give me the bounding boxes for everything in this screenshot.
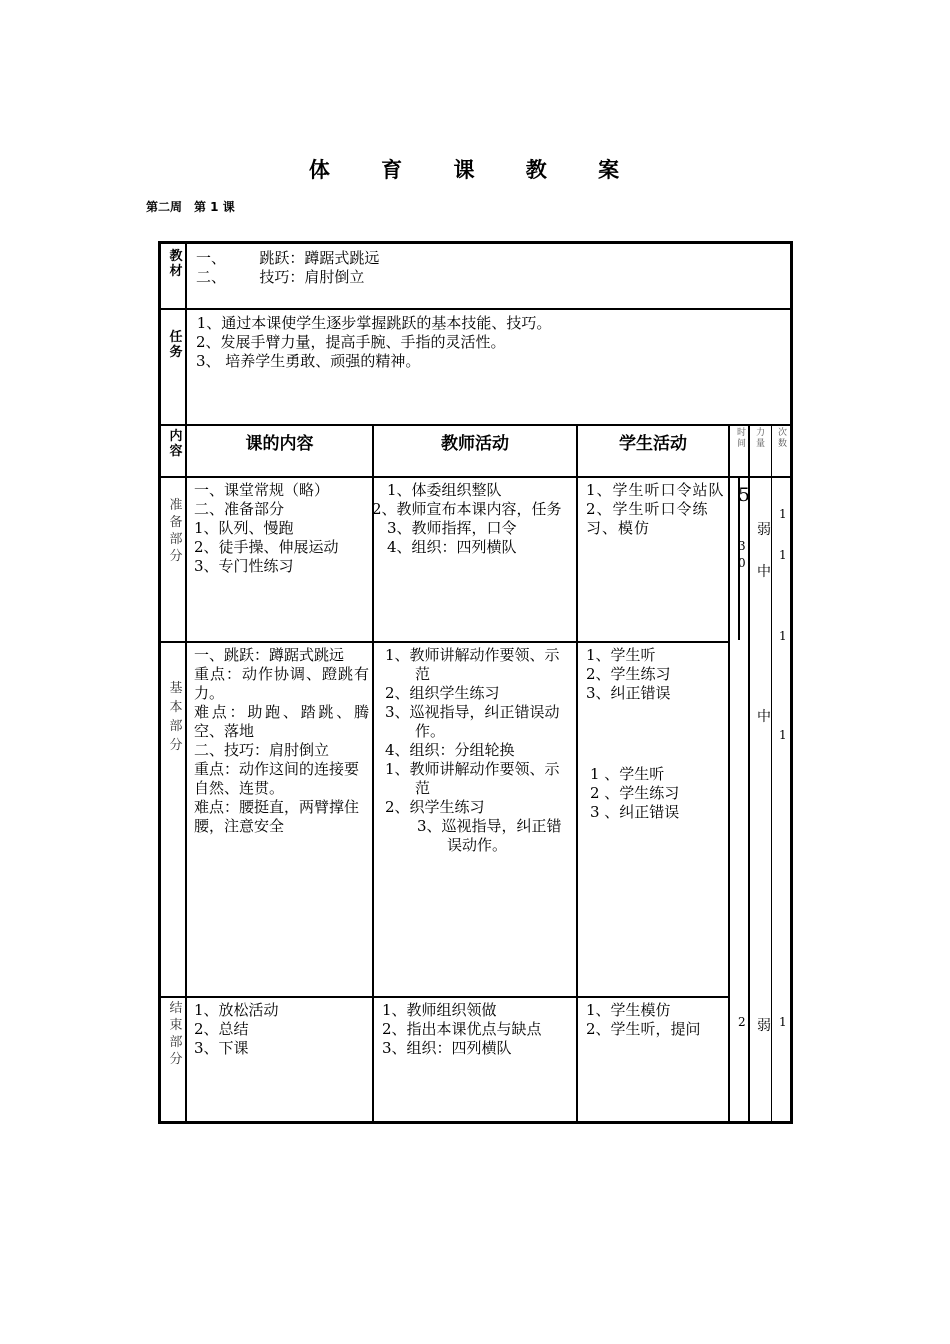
basic-teacher-line-4: 4、组织：分组轮换 xyxy=(385,741,515,759)
basic-label: 基本部分 xyxy=(169,681,183,753)
prep-time-b: 3 xyxy=(738,539,746,553)
content-column-divider xyxy=(372,425,374,1122)
basic-teacher-line-3: 3、巡视指导，纠正错误动作。 xyxy=(385,703,560,740)
basic-student-b-line-2: 2 、学生练习 xyxy=(590,784,680,802)
prep-time-a: 5 xyxy=(738,484,751,506)
materials-line-2: 二、 技巧：肩肘倒立 xyxy=(196,268,365,286)
end-content-line-2: 2、总结 xyxy=(194,1020,249,1038)
basic-teacher xyxy=(385,646,571,855)
student-column-divider xyxy=(728,425,730,1122)
end-content xyxy=(194,1001,369,1058)
col-teacher-header: 教师活动 xyxy=(441,434,509,454)
prep-student-line-2: 2、学生听口令练习、模仿 xyxy=(586,500,709,537)
prep-teacher xyxy=(372,481,569,557)
basic-student-a-line-1: 1、学生听 xyxy=(586,646,656,664)
teacher-column-divider xyxy=(576,425,578,1122)
prep-content xyxy=(194,481,369,576)
col-student-header: 学生活动 xyxy=(619,434,687,454)
content-label: 内容 xyxy=(169,429,183,459)
prep-content-line-2: 二、准备部分 xyxy=(194,500,285,518)
row-divider-header xyxy=(160,476,791,478)
prep-content-line-3: 1、队列、慢跑 xyxy=(194,519,294,537)
intensity-column-divider xyxy=(771,425,772,1122)
end-teacher xyxy=(382,1001,574,1058)
basic-student-b-line-1: 1 、学生听 xyxy=(590,765,665,783)
basic-student-a xyxy=(586,646,726,703)
end-label: 结束部分 xyxy=(169,1001,183,1067)
row-divider-materials xyxy=(160,308,791,310)
col-intensity-header: 力量 xyxy=(756,428,766,449)
end-student xyxy=(586,1001,726,1039)
basic-teacher-line-7: 3、巡视指导，纠正错误动作。 xyxy=(417,817,562,854)
basic-teacher-line-1: 1、教师讲解动作要领、示范 xyxy=(385,646,560,683)
basic-content xyxy=(194,646,369,836)
prep-count-b: 1 xyxy=(779,548,787,562)
prep-content-line-5: 3、专门性练习 xyxy=(194,557,294,575)
prep-label: 准备部分 xyxy=(169,498,183,564)
basic-student-a-line-3: 3、纠正错误 xyxy=(586,684,671,702)
basic-teacher-line-2: 2、组织学生练习 xyxy=(385,684,500,702)
prep-time-c: 0 xyxy=(738,556,746,570)
row-divider-basic xyxy=(160,996,730,998)
end-student-line-1: 1、学生模仿 xyxy=(586,1001,671,1019)
prep-teacher-line-2: 2、教师宣布本课内容，任务 xyxy=(372,500,562,518)
prep-content-line-4: 2、徒手操、伸展运动 xyxy=(194,538,339,556)
basic-content-line-6: 难点：腰挺直，两臂撑住腰，注意安全 xyxy=(194,798,360,835)
prep-count-a: 1 xyxy=(779,507,787,521)
tasks-line-1: 1、通过本课使学生逐步掌握跳跃的基本技能、技巧。 xyxy=(192,314,552,332)
basic-teacher-line-6: 2、织学生练习 xyxy=(385,798,485,816)
basic-intensity: 中 xyxy=(757,709,771,725)
basic-content-line-4: 二、技巧：肩肘倒立 xyxy=(194,741,330,759)
prep-teacher-line-4: 4、组织：四列横队 xyxy=(387,538,517,556)
prep-student xyxy=(586,481,726,538)
col-count-header: 次数 xyxy=(778,428,788,449)
row-divider-prep xyxy=(160,641,730,643)
end-student-line-2: 2、学生听，提问 xyxy=(586,1020,701,1038)
basic-student-b xyxy=(590,765,726,822)
basic-content-line-5: 重点：动作这间的连接要自然、连贯。 xyxy=(194,760,360,797)
prep-count-c: 1 xyxy=(779,629,787,643)
basic-student-a-line-2: 2、学生练习 xyxy=(586,665,671,683)
prep-content-line-1: 一、课堂常规（略） xyxy=(194,481,330,499)
end-teacher-line-3: 3、组织：四列横队 xyxy=(382,1039,512,1057)
basic-count: 1 xyxy=(779,728,787,742)
tasks-line-3: 3、 培养学生勇敢、顽强的精神。 xyxy=(196,352,421,370)
page-title: 体 育 课 教 案 xyxy=(308,158,642,182)
basic-content-line-1: 一、跳跃：蹲踞式跳远 xyxy=(194,646,345,664)
col-content-header: 课的内容 xyxy=(245,434,314,454)
prep-intensity-a: 弱 xyxy=(757,522,771,538)
tasks-label: 任务 xyxy=(169,330,183,360)
end-time: 2 xyxy=(738,1015,746,1029)
label-column-divider xyxy=(185,243,187,1122)
tasks-line-2: 2、发展手臂力量，提高手腕、手指的灵活性。 xyxy=(196,333,506,351)
basic-student-b-line-3: 3 、纠正错误 xyxy=(590,803,680,821)
prep-intensity-b: 中 xyxy=(757,564,771,580)
prep-teacher-line-3: 3、教师指挥，口令 xyxy=(387,519,517,537)
col-time-header: 时间 xyxy=(737,428,747,449)
end-count: 1 xyxy=(779,1015,787,1029)
basic-content-line-2: 重点：动作协调、蹬跳有力。 xyxy=(194,665,369,702)
end-teacher-line-1: 1、教师组织领做 xyxy=(382,1001,497,1019)
end-intensity: 弱 xyxy=(757,1018,771,1034)
basic-teacher-line-5: 1、教师讲解动作要领、示范 xyxy=(385,760,560,797)
basic-content-line-3: 难点：助跑、踏跳、腾空、落地 xyxy=(194,703,369,740)
week-lesson: 第二周 第 1 课 xyxy=(146,200,235,214)
end-content-line-1: 1、放松活动 xyxy=(194,1001,279,1019)
end-teacher-line-2: 2、指出本课优点与缺点 xyxy=(382,1020,542,1038)
materials-label: 教材 xyxy=(169,249,183,279)
row-divider-tasks xyxy=(160,424,791,426)
time-column-divider xyxy=(748,425,750,1122)
materials-line-1: 一、 跳跃：蹲踞式跳远 xyxy=(196,249,380,267)
end-content-line-3: 3、下课 xyxy=(194,1039,249,1057)
prep-teacher-line-1: 1、体委组织整队 xyxy=(387,481,502,499)
prep-student-line-1: 1、学生听口令站队 xyxy=(586,481,725,499)
